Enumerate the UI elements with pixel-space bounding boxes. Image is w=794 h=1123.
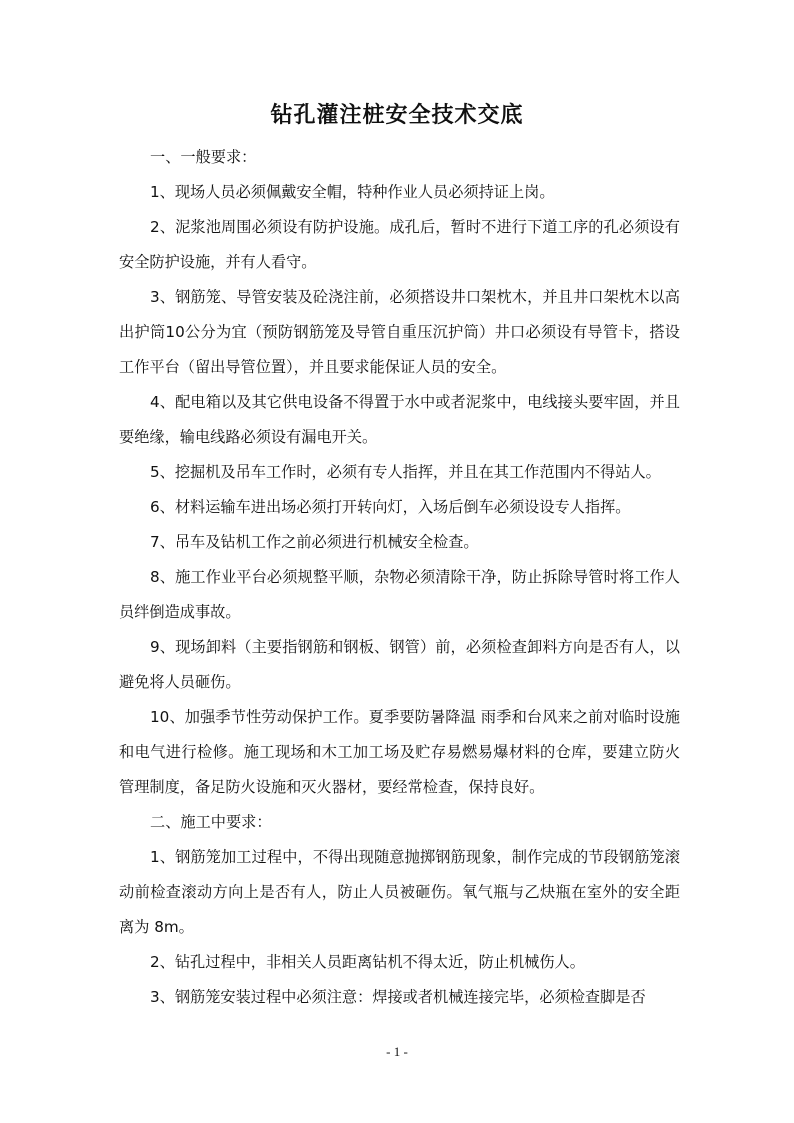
paragraph: 2、泥浆池周围必须设有防护设施。成孔后，暂时不进行下道工序的孔必须设有安全防护设施，并有人看守。: [119, 218, 680, 271]
page-number: - 1 -: [386, 1044, 408, 1059]
paragraph: 5、挖掘机及吊车工作时，必须有专人指挥，并且在其工作范围内不得站人。: [150, 463, 661, 481]
paragraph: 1、现场人员必须佩戴安全帽，特种作业人员必须持证上岗。: [150, 183, 555, 201]
paragraph: 3、钢筋笼、导管安装及砼浇注前，必须搭设井口架枕木，并且井口架枕木以高出护筒10公分为宜（预防钢筋笼及导管自重压沉护筒）井口必须设有导管卡，搭设工作平台（留出导管位置），并且要求能保证人员的安全。: [119, 288, 680, 376]
paragraph: 4、配电箱以及其它供电设备不得置于水中或者泥浆中，电线接头要牢固，并且要绝缘，输电线路必须设有漏电开关。: [119, 393, 680, 446]
document-title: 钻孔灌注桩安全技术交底: [270, 102, 524, 128]
document-body: [119, 140, 680, 1015]
section-heading-general: 一、一般要求：: [150, 148, 257, 166]
paragraph: 9、现场卸料（主要指钢筋和钢板、钢管）前，必须检查卸料方向是否有人，以避免将人员砸伤。: [119, 638, 680, 691]
paragraph: 6、材料运输车进出场必须打开转向灯，入场后倒车必须设设专人指挥。: [150, 498, 631, 516]
paragraph: 10、加强季节性劳动保护工作。夏季要防暑降温 雨季和台风来之前对临时设施和电气进行检修。施工现场和木工加工场及贮存易燃易爆材料的仓库，要建立防火管理制度，备足防火设施和灭火器材，要经常检查，保持良好。: [119, 708, 680, 796]
paragraph: 3、钢筋笼安装过程中必须注意：焊接或者机械连接完毕，必须检查脚是否: [150, 988, 646, 1006]
section-heading-construction: 二、施工中要求：: [150, 813, 272, 831]
paragraph: 8、施工作业平台必须规整平顺，杂物必须清除干净，防止拆除导管时将工作人员绊倒造成事故。: [119, 568, 680, 621]
paragraph: 7、吊车及钻机工作之前必须进行机械安全检查。: [150, 533, 479, 551]
paragraph: 2、钻孔过程中，非相关人员距离钻机不得太近，防止机械伤人。: [150, 953, 585, 971]
paragraph: 1、钢筋笼加工过程中，不得出现随意抛掷钢筋现象，制作完成的节段钢筋笼滚动前检查滚动方向上是否有人，防止人员被砸伤。氧气瓶与乙炔瓶在室外的安全距离为 8m。: [119, 848, 680, 936]
